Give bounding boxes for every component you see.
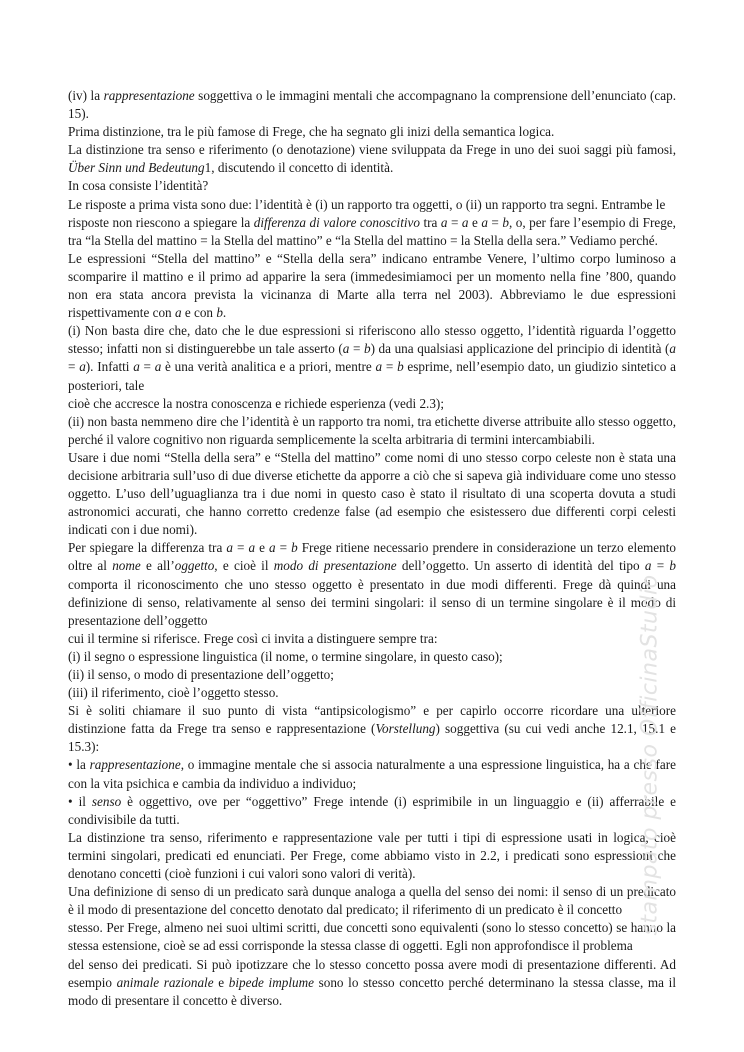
paragraph <box>68 413 676 449</box>
text-run: (i) il segno o espressione linguistica (il nome, o termine singolare, in questo caso); <box>68 648 503 664</box>
text-run: Frege ritiene necessario prendere in considerazione un terzo elemento oltre al <box>68 540 677 574</box>
text-run: del senso dei predicati. Si può ipotizzare che lo stesso concetto possa avere modi di presentazione differenti. Ad esempio <box>68 956 676 990</box>
paragraph <box>68 177 676 195</box>
text-run: risposte non riescono a spiegare la <box>68 214 254 230</box>
paragraph <box>68 123 676 141</box>
text-run: = <box>651 558 670 574</box>
italic-text: rappresentazione <box>103 88 195 103</box>
italic-text: b <box>363 341 371 357</box>
text-run: = <box>139 359 155 375</box>
italic-text: a <box>248 540 256 556</box>
text-run: comporta il riconoscimento che uno stesso oggetto è presentato in due modi differenti. Frege dà quindi una definizione di senso, relativamente al senso dei termini singolari: il senso di un termine singolare è il modo di presentazione dell’oggetto <box>68 576 676 628</box>
paragraph <box>68 87 676 123</box>
italic-text: a <box>154 359 162 375</box>
paragraph <box>68 322 676 394</box>
text-run: = <box>232 540 249 556</box>
paragraph <box>68 648 676 666</box>
italic-text: a <box>481 214 488 230</box>
text-run: Una definizione di senso di un predicato sarà dunque analoga a quella del senso dei nomi: il senso di un predicato è il modo di presentazione del concetto denotato dal predicato; il riferimento di un predicato è il concetto <box>68 884 676 918</box>
text-run: (iv) la <box>68 88 104 103</box>
text-run: = <box>447 214 462 230</box>
text-run: tra <box>419 214 441 230</box>
italic-text: modo di presentazione <box>273 558 397 574</box>
text-run: . <box>222 305 227 321</box>
italic-text: nome <box>112 558 141 574</box>
text-run: , e cioè il <box>214 558 274 574</box>
document-body <box>68 87 676 1010</box>
italic-text: bipede implume <box>228 974 314 990</box>
text-run: (i) Non basta dire che, dato che le due espressioni si riferiscono allo stesso oggetto, l’identità riguarda l’oggetto stesso; infatti non si distinguerebbe un tale asserto ( <box>68 323 676 357</box>
text-run: = <box>382 359 398 375</box>
text-run: (iii) il riferimento, cioè l’oggetto stesso. <box>68 685 279 701</box>
text-run: La distinzione tra senso e riferimento (o denotazione) viene sviluppata da Frege in uno dei suoi saggi più famosi, <box>68 142 676 158</box>
text-run: = <box>349 341 364 357</box>
paragraph <box>68 756 676 792</box>
italic-text: a <box>669 341 676 357</box>
paragraph <box>68 883 676 919</box>
paragraph <box>68 250 676 322</box>
text-run: e <box>468 214 482 230</box>
text-run: = <box>68 359 80 375</box>
text-run: (ii) il senso, o modo di presentazione dell’oggetto; <box>68 667 334 682</box>
italic-text: Über Sinn und Bedeutung <box>68 160 205 176</box>
italic-text: differenza di valore conoscitivo <box>253 214 420 230</box>
italic-text: oggetto <box>174 558 215 574</box>
italic-text: a <box>440 214 448 230</box>
text-run: = <box>487 214 503 230</box>
text-run: Usare i due nomi “Stella della sera” e “Stella del mattino” come nomi di uno stesso corpo celeste non è stata una decisione arbitraria sull’uso di due diverse etichette da apporre a ciò che si sapeva già individuare come uno stesso oggetto. L’uso dell’uguaglianza tra i due nomi in questo caso è stato il risultato di una scoperta dovuta a studi astronomici accurati, che hanno corretto credenze false (ad esempio che esistessero due differenti corpi celesti indicati con i due nomi). <box>68 449 676 538</box>
italic-text: senso <box>91 793 122 809</box>
text-run: e all’ <box>140 558 175 574</box>
paragraph <box>68 684 676 702</box>
text-run: sono lo stesso concetto perché determinano la stessa classe, ma il modo di presentare il concetto è diverso. <box>68 974 677 1008</box>
paragraph <box>68 630 676 648</box>
text-run: • la <box>68 757 90 773</box>
italic-text: Vorstellung <box>375 721 436 737</box>
text-run: ) da una qualsiasi applicazione del principio di identità ( <box>370 341 670 357</box>
paragraph <box>68 141 676 177</box>
italic-text: a <box>461 214 469 230</box>
text-run: (ii) non basta nemmeno dire che l’identità è un rapporto tra nomi, tra etichette diverse attribuite allo stesso oggetto, perché il valore cognitivo non riguarda semplicemente la scelta arbitraria di termini intercambiabili. <box>68 413 676 447</box>
text-run: dell’oggetto. Un asserto di identità del tipo <box>396 558 645 574</box>
text-run: cioè che accresce la nostra conoscenza e richiede esperienza (vedi 2.3); <box>68 395 444 411</box>
italic-text: a <box>226 540 233 556</box>
paragraph <box>68 395 676 413</box>
text-run: La distinzione tra senso, riferimento e rappresentazione vale per tutti i tipi di espressione usati in logica, cioè termini singolari, predicati ed enunciati. Per Frege, come abbiamo visto in 2.2, i predicati sono espressioni che denotano concetti (cioè funzioni i cui valori sono valori di verità). <box>68 829 676 882</box>
text-run: e con <box>181 305 217 321</box>
text-run: è oggettivo, ove per “oggettivo” Frege intende (i) esprimibile in un linguaggio e (ii) afferrabile e condivisibile da tutti. <box>68 793 676 827</box>
paragraph <box>68 829 676 883</box>
paragraph <box>68 196 676 214</box>
text-run: 1, discutendo il concetto di identità. <box>204 160 394 176</box>
italic-text: b <box>502 214 509 230</box>
watermark: stampato presso OfficinaStudio <box>637 574 663 936</box>
text-run: Le risposte a prima vista sono due: l’identità è (i) un rapporto tra oggetti, o (ii) un rapporto tra segni. Entrambe le <box>68 196 666 212</box>
paragraph <box>68 214 676 250</box>
text-run: ). Infatti <box>85 359 134 375</box>
text-run: Le espressioni “Stella del mattino” e “Stella della sera” indicano entrambe Venere, l’ultimo corpo luminoso a scomparire il mattino e il primo ad apparire la sera (immedesimiamoci per un momento nella fine ’800, quando non era stata ancora prevista la vicinanza di Marte alla terra nel 2003). Abbreviamo le due espressioni rispettivamente con <box>68 250 676 321</box>
text-run: Per spiegare la differenza tra <box>68 540 227 556</box>
text-run: In cosa consiste l’identità? <box>68 178 209 194</box>
text-run: , o immagine mentale che si associa naturalmente a una espressione linguistica, ha a che fare con la vita psichica e cambia da individuo a individuo; <box>68 757 676 791</box>
text-run: è una verità analitica e a priori, mentre <box>161 359 376 375</box>
text-run: ) soggettiva (su cui vedi anche 12.1, 15.1 e 15.3): <box>68 721 676 755</box>
paragraph <box>68 539 676 629</box>
italic-text: b <box>291 540 298 556</box>
italic-text: a <box>79 359 86 375</box>
italic-text: a <box>342 341 350 357</box>
italic-text: a <box>174 305 182 321</box>
italic-text: rappresentazione <box>89 757 181 773</box>
italic-text: a <box>644 558 652 574</box>
italic-text: a <box>375 359 383 375</box>
text-run: • il <box>68 793 92 809</box>
text-run: soggettiva o le immagini mentali che accompagnano la comprensione dell’enunciato (cap. 15). <box>68 88 676 122</box>
paragraph <box>68 919 676 955</box>
paragraph <box>68 449 676 539</box>
text-run: Si è soliti chiamare il suo punto di vista “antipsicologismo” e per capirlo occorre ricordare una ulteriore distinzione fatta da Frege tra senso e rappresentazione ( <box>68 703 676 737</box>
text-run: e <box>255 540 269 556</box>
italic-text: b <box>397 359 404 375</box>
paragraph <box>68 793 676 829</box>
italic-text: a <box>133 359 140 375</box>
paragraph <box>68 702 676 756</box>
text-run: e <box>213 974 229 990</box>
text-run: cui il termine si riferisce. Frege così ci invita a distinguere sempre tra: <box>68 630 438 646</box>
text-run: stesso. Per Frege, almeno nei suoi ultimi scritti, due concetti sono equivalenti (sono lo stesso concetto) se hanno la stessa estensione, cioè se ad essi corrisponde la stessa classe di oggetti. Egli non approfondisce il problema <box>68 920 676 954</box>
text-run: , o, per fare l’esempio di Frege, tra “la Stella del mattino = la Stella del mattino” e “la Stella del mattino = la Stella della sera.” Vediamo perché. <box>68 214 676 248</box>
text-run: esprime, nell’esempio dato, un giudizio sintetico a posteriori, tale <box>68 359 676 393</box>
italic-text: animale razionale <box>116 974 214 990</box>
italic-text: b <box>669 558 676 574</box>
text-run: = <box>275 540 292 556</box>
paragraph <box>68 956 676 1010</box>
text-run: Prima distinzione, tra le più famose di Frege, che ha segnato gli inizi della semantica logica. <box>68 124 555 140</box>
paragraph <box>68 666 676 684</box>
italic-text: b <box>216 305 223 321</box>
italic-text: a <box>268 540 276 556</box>
